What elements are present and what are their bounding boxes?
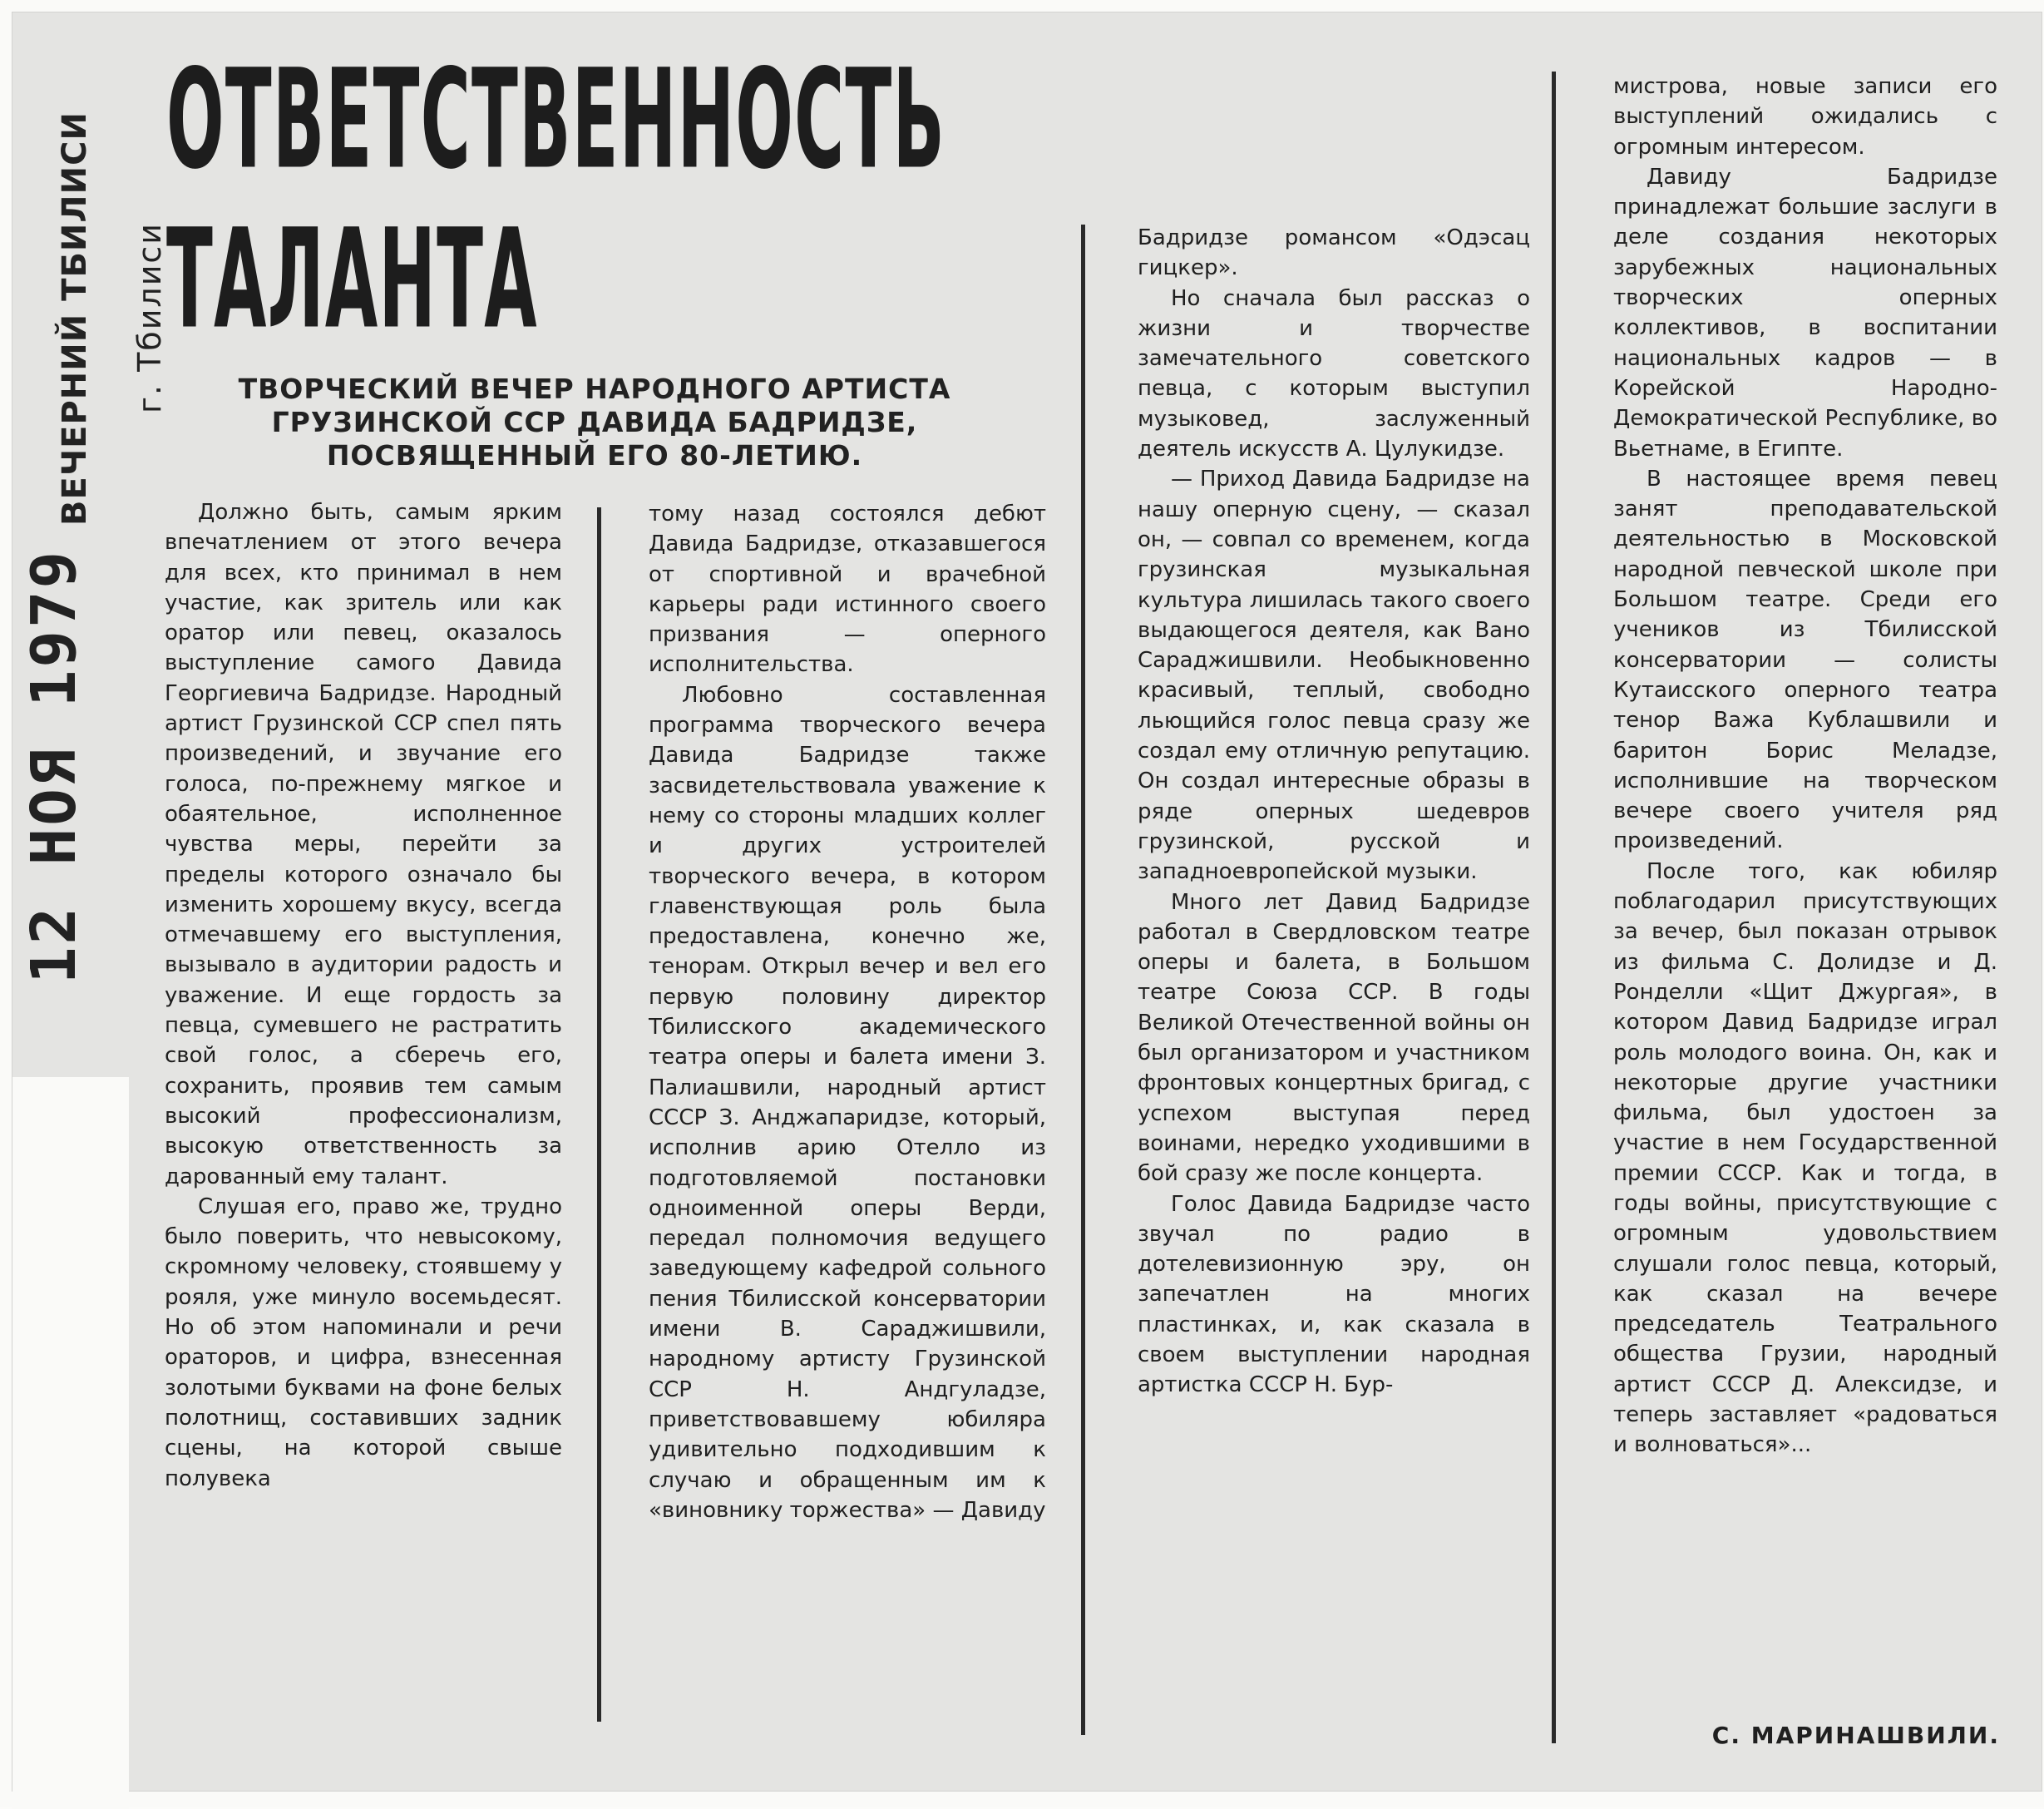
subheadline-line: ТВОРЧЕСКИЙ ВЕЧЕР НАРОДНОГО АРТИСТА (238, 373, 951, 405)
paragraph: Давиду Бадридзе принадлежат большие заслуги в деле создания некоторых зарубежных национальных творческих оперных коллективов, в воспитании национальных кадров — в Корейской Народно-Демократической Республике, во Вьетнаме, в Египте. (1613, 164, 1997, 462)
paragraph: Много лет Давид Бадридзе работал в Свердловском театре оперы и балета, в Большом театре Союза ССР. В годы Великой Отечественной войны он был организатором и участником фронтовых концертных бригад, с успехом выступая перед воинами, нередко уходившими в бой сразу же после концерта. (1138, 889, 1530, 1187)
headline-line-1: ОТВЕТСТВЕННОСТЬ (166, 40, 946, 200)
paragraph: мистрова, новые записи его выступлений ожидались с огромным интересом. (1613, 74, 1997, 160)
stamp-date: 12 НОЯ 1979 (18, 548, 90, 984)
clipping-cutout (12, 1077, 129, 1809)
column-divider (1552, 72, 1556, 1743)
paragraph: Слушая его, право же, трудно было поверить, что невысокому, скромному человеку, стоявшему у рояля, уже минуло восемьдесят. Но об этом напоминали и речи ораторов, и цифра, взнесенная золотыми буквами на фоне белых полотнищ, составивших задник сцены, на которой свыше полувека (165, 1194, 562, 1491)
article-column-4 (1613, 72, 1997, 1461)
subheadline-line: ПОСВЯЩЕННЫЙ ЕГО 80-ЛЕТИЮ. (326, 439, 863, 472)
paragraph: Любовно составленная программа творческого вечера Давида Бадридзе также засвидетельствовала уважение к нему со стороны младших коллег и других устроителей творческого вечера, в котором главенствующая роль была предоставлена, конечно же, тенорам. Открыл вечер и вел его первую половину директор Тбилисского академического театра оперы и балета имени З. Палиашвили, народный артист СССР З. Анджапаридзе, который, исполнив арию Отелло из подготовляемой постановки одноименной оперы Верди, передал полномочия ведущего заведующему кафедрой сольного пения Тбилисской консерватории имени В. Сараджишвили, народному артисту Грузинской ССР Н. Андгуладзе, приветствовавшему юбиляра удивительно подходившим к случаю и обращенным им к «виновнику торжества» — Давиду (649, 682, 1046, 1523)
stamp-city: г. Тбилиси (131, 221, 168, 414)
paragraph: После того, как юбиляр поблагодарил присутствующих за вечер, был показан отрывок из фильма С. Долидзе и Д. Ронделли «Щит Джургая», в котором Давид Бадридзе играл роль молодого воина. Он, как и некоторые другие участники фильма, был удостоен за участие в нем Государственной премии СССР. Как и тогда, в годы войны, присутствующие с огромным удовольствием слушали голос певца, который, как сказал на вечере председатель Театрального общества Грузии, народный артист СССР Д. Алексидзе, и теперь заставляет «радоваться и волноваться»... (1613, 858, 1997, 1458)
headline-line-2: ТАЛАНТА (166, 200, 538, 360)
article-column-1 (165, 497, 562, 1494)
column-divider (1081, 225, 1085, 1735)
paragraph: В настоящее время певец занят преподавательской деятельностью в Московской народной певческой школе при Большом театре. Среди его учеников из Тбилисской консерватории — солисты Кутаисского оперного театра тенор Важа Кублашвили и баритон Борис Меладзе, исполнившие на творческом вечере своего учителя ряд произведений. (1613, 466, 1997, 854)
article-column-3 (1138, 223, 1530, 1401)
stamp-newspaper-name: ВЕЧЕРНИЙ ТБИЛИСИ (56, 111, 94, 526)
paragraph: тому назад состоялся дебют Давида Бадридзе, отказавшегося от спортивной и врачебной карьеры ради истинного своего призвания — оперного исполнительства. (649, 502, 1046, 678)
paragraph: Но сначала был рассказ о жизни и творчестве замечательного советского певца, с которым выступил музыковед, заслуженный деятель искусств А. Цулукидзе. (1138, 285, 1530, 462)
paragraph: Бадридзе романсом «Одэсац гицкер». (1138, 225, 1530, 281)
article-column-2 (649, 499, 1046, 1525)
paragraph: Голос Давида Бадридзе часто звучал по радио в дотелевизионную эру, он запечатлен на многих пластинках, и, как сказала в своем выступлении народная артистка СССР Н. Бур- (1138, 1191, 1530, 1398)
author-signature: С. МАРИНАШВИЛИ. (1711, 1722, 2000, 1749)
subheadline (170, 373, 1019, 472)
column-divider (597, 507, 601, 1722)
subheadline-line: ГРУЗИНСКОЙ ССР ДАВИДА БАДРИДЗЕ, (271, 406, 918, 438)
paragraph: Должно быть, самым ярким впечатлением от этого вечера для всех, кто принимал в нем участие, как зритель или как оратор или певец, оказалось выступление самого Давида Георгиевича Бадридзе. Народный артист Грузинской ССР спел пять произведений, и звучание его голоса, по-прежнему мягкое и обаятельное, исполненное чувства меры, перейти за пределы которого означало бы изменить хорошему вкусу, всегда отмечавшему его выступления, вызывало в аудитории радость и уважение. И еще гордость за певца, сумевшего не растратить свой голос, а сберечь его, сохранить, проявив тем самым высокий профессионализм, высокую ответственность за дарованный ему талант. (165, 500, 562, 1189)
paragraph: — Приход Давида Бадридзе на нашу оперную сцену, — сказал он, — совпал со временем, когда грузинская музыкальная культура лишилась такого своего выдающегося деятеля, как Вано Сараджишвили. Необыкновенно красивый, теплый, свободно льющийся голос певца сразу же создал ему отличную репутацию. Он создал интересные образы в ряде оперных шедевров грузинской, русской и западноевропейской музыки. (1138, 467, 1530, 885)
